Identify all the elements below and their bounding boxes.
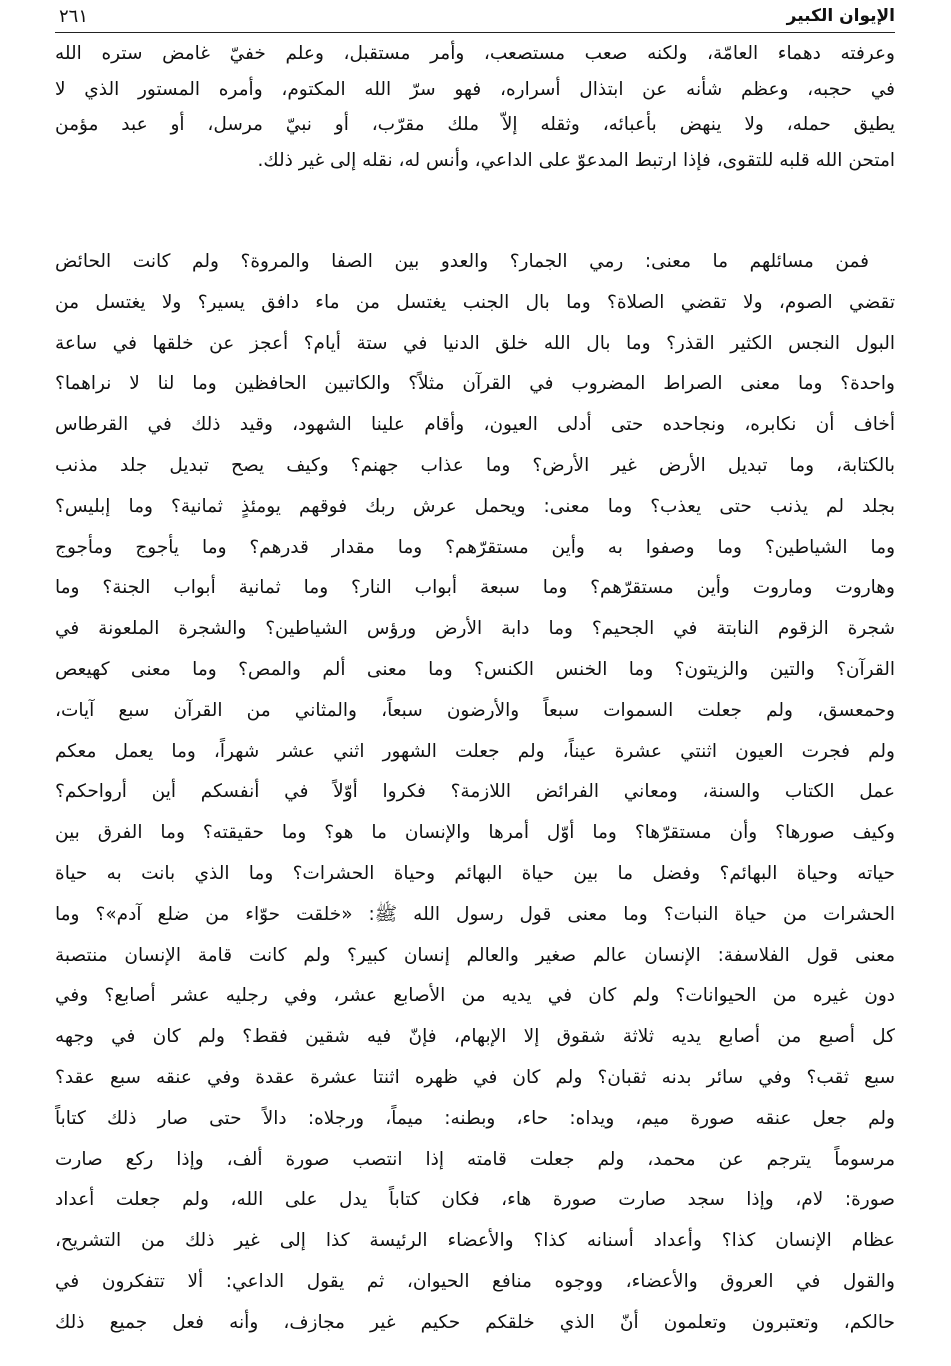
text-line: ولم جعل عنقه صورة ميم، ويداه: حاء، وبطنه: ميماً، ورجلاه: دالاً حتى صار ذلك كتاباً <box>55 1107 895 1129</box>
text-line: امتحن الله قلبه للتقوى، فإذا ارتبط المدعوّ على الداعي، وأنس له، نقله إلى غير ذلك. <box>257 149 895 171</box>
text-line: أخاف أن نكابره، ونجاحده حتى أدلى العيون، وأقام علينا الشهود، وقيد ذلك في القرطاس <box>55 414 895 436</box>
text-line: فمن مسائلهم ما معنى: رمي الجمار؟ والعدو بين الصفا والمروة؟ ولم كانت الحائض <box>55 251 869 272</box>
text-line: وكيف صورها؟ وأن مستقرّها؟ وما أوّل أمرها والإنسان ما هو؟ وما حقيقته؟ وما الفرق بين <box>55 822 895 844</box>
text-line: مرسوماً يترجم عن محمد، ولم جعلت قامته إذا انتصب صورة ألف، وإذا ركع صارت <box>55 1148 895 1170</box>
text-line: ولم فجرت العيون اثنتي عشرة عيناً، ولم جعلت الشهور اثني عشر شهراً، وما يعمل معكم <box>55 740 895 762</box>
text-line: وما الشياطين؟ وما وصفوا به وأين مستقرّهم؟ وما مقدار قدرهم؟ وما يأجوج ومأجوج <box>55 536 895 558</box>
text-line: وهاروت وماروت وأين مستقرّهم؟ وما سبعة أبواب النار؟ وما ثمانية أبواب الجنة؟ وما <box>55 577 895 599</box>
text-line: عظام الإنسان كذا؟ وأعداد أسنانه كذا؟ والأعضاء الرئيسة كذا إلى غير ذلك من التشريح، <box>55 1230 895 1252</box>
page-header <box>55 6 895 33</box>
text-line: في حجبه، وعظم شأنه عن ابتذال أسراره، فهو سرّ الله المكتوم، وأمره المستور الذي لا <box>55 78 895 100</box>
text-line: سبع ثقب؟ وفي سائر بدنه ثقبان؟ ولم كان في ظهره اثنتا عشرة عقدة وفي عنقه سبع عقد؟ <box>55 1066 895 1088</box>
text-line: القرآن؟ والتين والزيتون؟ وما الخنس الكنس؟ وما معنى ألم والمص؟ وما معنى كهيعص <box>55 658 895 680</box>
text-line: بالكتابة، وما تبديل الأرض غير الأرض؟ وما عذاب جهنم؟ وكيف يصح تبديل جلد مذنب <box>55 454 895 476</box>
text-line: وحمعسق، ولم جعلت السموات سبعاً والأرضون سبعاً، والمثاني من القرآن سبع آيات، <box>55 699 895 721</box>
text-line: حياته وحياة البهائم؟ وفضل ما بين حياة البهائم وحياة الحشرات؟ وما الذي بانت به حياة <box>55 862 895 884</box>
text-line: بجلد لم يذنب حتى يعذب؟ وما معنى: ويحمل عرش ربك فوقهم يومئذٍ ثمانية؟ وما إبليس؟ <box>55 495 895 517</box>
text-line: دون غيره من الحيوانات؟ ولم كان في يديه من الأصابع عشر، وفي رجليه عشر أصابع؟ وفي <box>55 985 895 1007</box>
text-line: البول النجس الكثير القذر؟ وما بال الله خلق الدنيا في ستة أيام؟ أعجز عن خلقها في ساعة <box>55 332 895 354</box>
text-line: شجرة الزقوم النابتة في الجحيم؟ وما دابة الأرض ورؤس الشياطين؟ والشجرة الملعونة في <box>55 618 895 640</box>
paragraph-2 <box>55 242 895 1344</box>
text-line: معنى قول الفلاسفة: الإنسان عالم صغير والعالم إنسان كبير؟ ولم كانت قامة الإنسان منتصبة <box>55 944 895 966</box>
text-line: يطيق حمله، ولا ينهض بأعبائه، وثقله إلاّ ملك مقرّب، أو نبيّ مرسل، أو عبد مؤمن <box>55 114 895 135</box>
running-title: الإيوان الكبير <box>786 6 895 26</box>
text-line: تقضي الصوم، ولا تقضي الصلاة؟ وما بال الجنب يغتسل من ماء دافق يسير؟ ولا يغتسل من <box>55 291 895 313</box>
text-line: عمل الكتاب والسنة، ومعاني الفرائض اللازمة؟ فكروا أوّلاً في أنفسكم أين أرواحكم؟ <box>55 781 895 803</box>
paragraph-1 <box>55 36 895 178</box>
text-line: وعرفته دهماء العامّة، ولكنه صعب مستصعب، وأمر مستقبل، وعلم خفيّ غامض ستره الله <box>55 43 895 64</box>
text-line: حالكم، وتعتبرون وتعلمون أنّ الذي خلقكم حكيم غير مجازف، وأنه فعل جميع ذلك <box>55 1311 895 1333</box>
text-line: والقول في العروق والأعضاء، ووجوه منافع الحيوان، ثم يقول الداعي: ألا تتفكرون في <box>55 1270 895 1292</box>
text-line: واحدة؟ وما معنى الصراط المضروب في القرآن مثلاً؟ والكاتبين الحافظين وما لنا لا نراهما؟ <box>55 373 895 395</box>
text-line: الحشرات من حياة النبات؟ وما معنى قول رسول الله ﷺ: «خلقت حوّاء من ضلع آدم»؟ وما <box>55 903 895 925</box>
text-line: صورة: لام، وإذا سجد صارت صورة هاء، فكان كتاباً يدل على الله، ولم جعلت أعداد <box>55 1189 895 1211</box>
text-line: كل أصبع من أصابع يديه ثلاثة شقوق إلا الإبهام، فإنّ فيه شقين فقط؟ ولم كان في وجهه <box>55 1026 895 1048</box>
page-number: ٢٦١ <box>59 6 89 27</box>
